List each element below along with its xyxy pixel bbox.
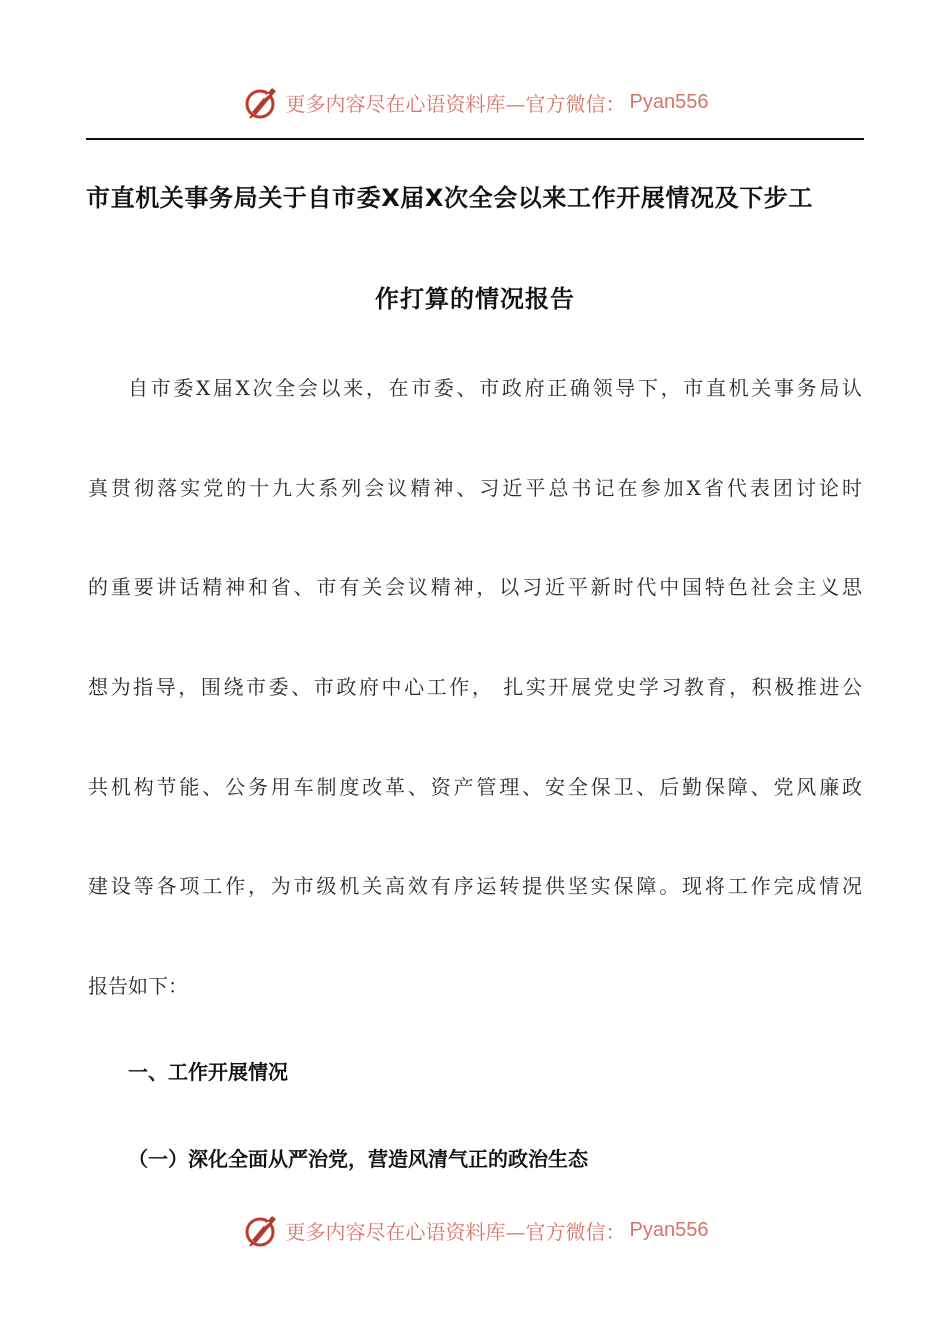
paragraph-line-2: 真贯彻落实党的十九大系列会议精神、习近平总书记在参加X省代表团讨论时 — [88, 476, 862, 500]
paragraph-line-3: 的重要讲话精神和省、市有关会议精神，以习近平新时代中国特色社会主义思 — [88, 575, 862, 599]
header-banner — [0, 80, 950, 124]
quill-pen-logo-icon — [242, 82, 282, 122]
footer-banner-text: 更多内容尽在心语资料库—官方微信： — [285, 1219, 626, 1244]
document-title-line-1: 市直机关事务局关于自市委X届X次全会以来工作开展情况及下步工 — [86, 184, 814, 212]
footer-banner-content — [242, 1210, 709, 1250]
paragraph-line-1: 自市委X届X次全会以来，在市委、市政府正确领导下，市直机关事务局认 — [128, 376, 862, 400]
paragraph-line-6: 建设等各项工作，为市级机关高效有序运转提供坚实保障。现将工作完成情况 — [88, 874, 862, 898]
header-banner-wechat-id: Pyan556 — [629, 90, 709, 113]
paragraph-line-4: 想为指导，围绕市委、市政府中心工作， 扎实开展党史学习教育，积极推进公 — [88, 675, 862, 699]
section-heading-1: 一、工作开展情况 — [128, 1060, 288, 1084]
header-banner-text: 更多内容尽在心语资料库—官方微信： — [285, 91, 626, 116]
document-title-line-2: 作打算的情况报告 — [375, 285, 575, 313]
footer-banner-wechat-id: Pyan556 — [629, 1218, 709, 1241]
subsection-heading-1: （一）深化全面从严治党，营造风清气正的政治生态 — [128, 1147, 588, 1171]
paragraph-line-7: 报告如下： — [88, 974, 188, 998]
paragraph-line-5: 共机构节能、公务用车制度改革、资产管理、安全保卫、后勤保障、党风廉政 — [88, 775, 862, 799]
header-banner-content — [242, 82, 709, 122]
footer-banner — [0, 1208, 950, 1252]
quill-pen-logo-icon — [242, 1210, 282, 1250]
header-divider — [86, 138, 864, 140]
